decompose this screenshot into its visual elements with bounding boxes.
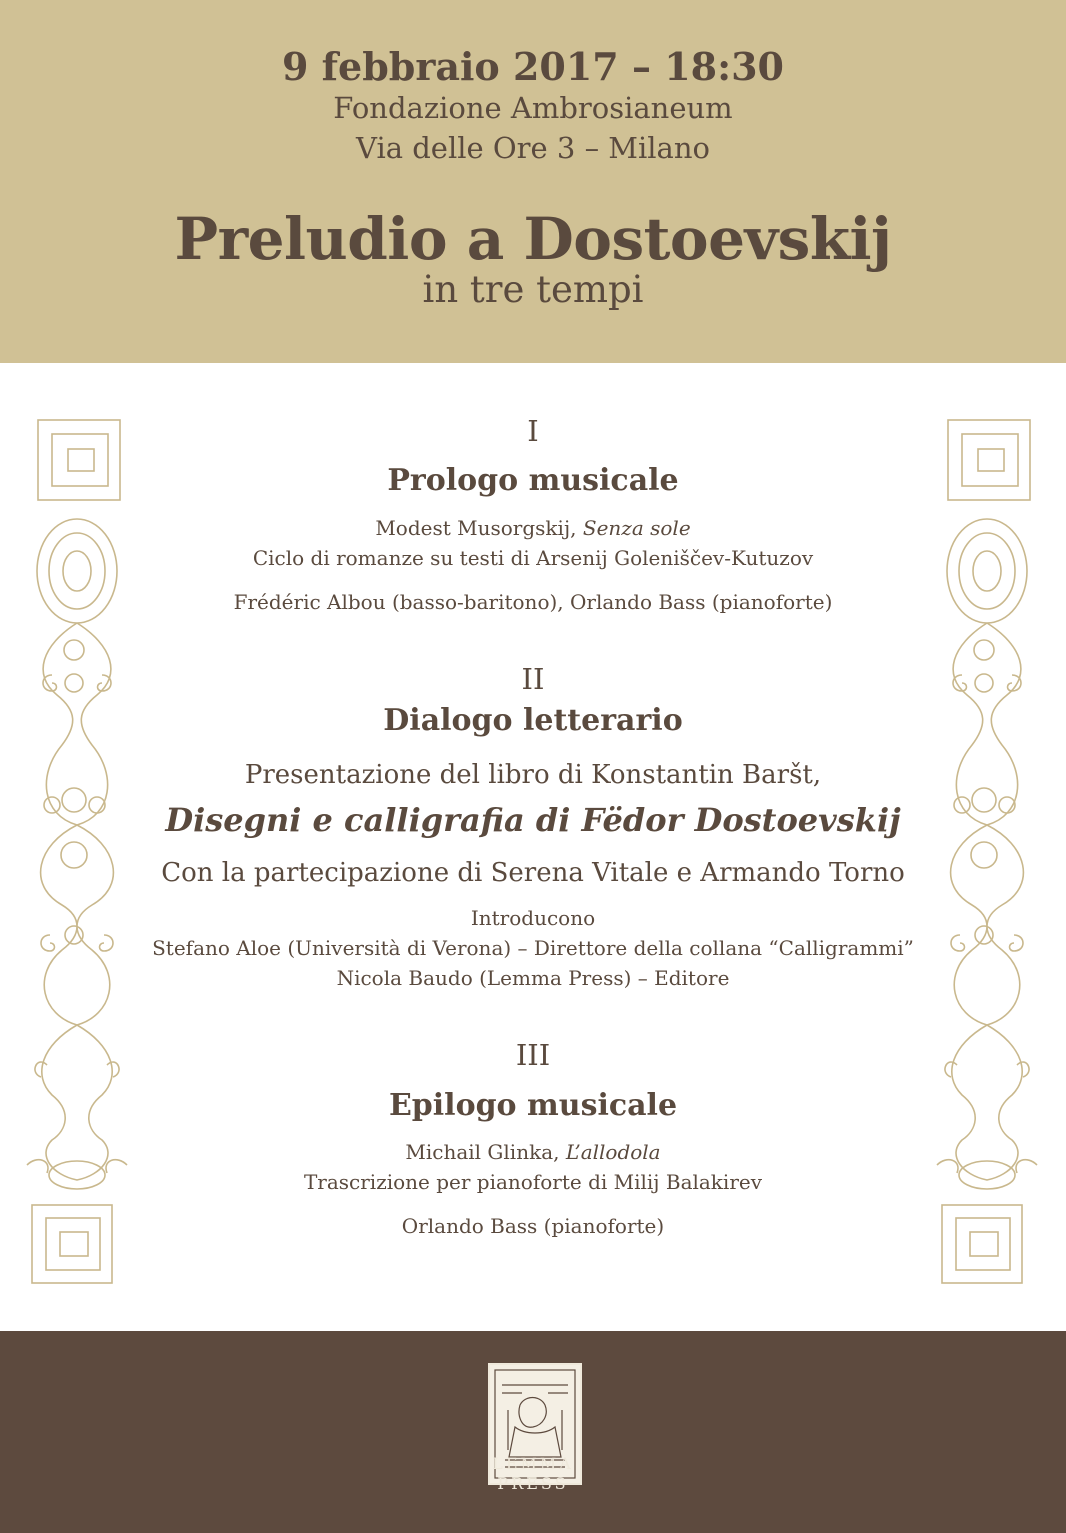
section-1-composer-line [150,516,916,540]
logo-text-line-1: LEMMA [492,1454,574,1473]
event-subtitle: in tre tempi [422,268,644,311]
section-1-work: Senza sole [582,516,691,540]
event-address: Via delle Ore 3 – Milano [356,131,710,165]
section-1-performers: Frédéric Albou (basso-baritono), Orlando Bass (pianoforte) [233,590,833,614]
section-1-title: Prologo musicale [387,463,679,498]
logo-text-line-2: PRESS [497,1474,569,1493]
section-2-presentation: Presentazione del libro di Konstantin Baršt, [244,760,822,790]
section-2-numeral: II [521,662,545,696]
event-venue: Fondazione Ambrosianeum [333,91,733,125]
section-3-numeral: III [515,1038,551,1072]
event-date: 9 febbraio 2017 – 18:30 [282,44,784,89]
section-2-speaker-2: Nicola Baudo (Lemma Press) – Editore [336,966,730,990]
left-ornament-icon [22,415,132,1290]
section-1-numeral: I [527,414,539,448]
event-title: Preludio a Dostoevskij [174,205,892,273]
section-2-book-title: Disegni e calligrafia di Fëdor Dostoevskij [165,801,901,839]
section-2-speaker-1: Stefano Aloe (Università di Verona) – Direttore della collana “Calligrammi” [152,936,914,960]
section-1-composer: Modest Musorgskij, [375,516,577,540]
header-band [0,0,1066,363]
section-3-description: Trascrizione per pianoforte di Milij Balakirev [303,1170,763,1194]
section-3-composer: Michail Glinka, [405,1140,560,1164]
section-2-introduce-label: Introducono [470,906,596,930]
section-2-title: Dialogo letterario [383,703,683,738]
section-3-performers: Orlando Bass (pianoforte) [401,1214,665,1238]
right-ornament-icon [932,415,1042,1290]
section-2-participation: Con la partecipazione di Serena Vitale e Armando Torno [161,858,905,888]
section-3-title: Epilogo musicale [388,1088,678,1123]
footer-band [0,1331,1066,1533]
section-3-work: L’allodola [565,1140,661,1164]
section-1-description: Ciclo di romanze su testi di Arsenij Goleniščev-Kutuzov [252,546,814,570]
section-3-composer-line [150,1140,916,1164]
